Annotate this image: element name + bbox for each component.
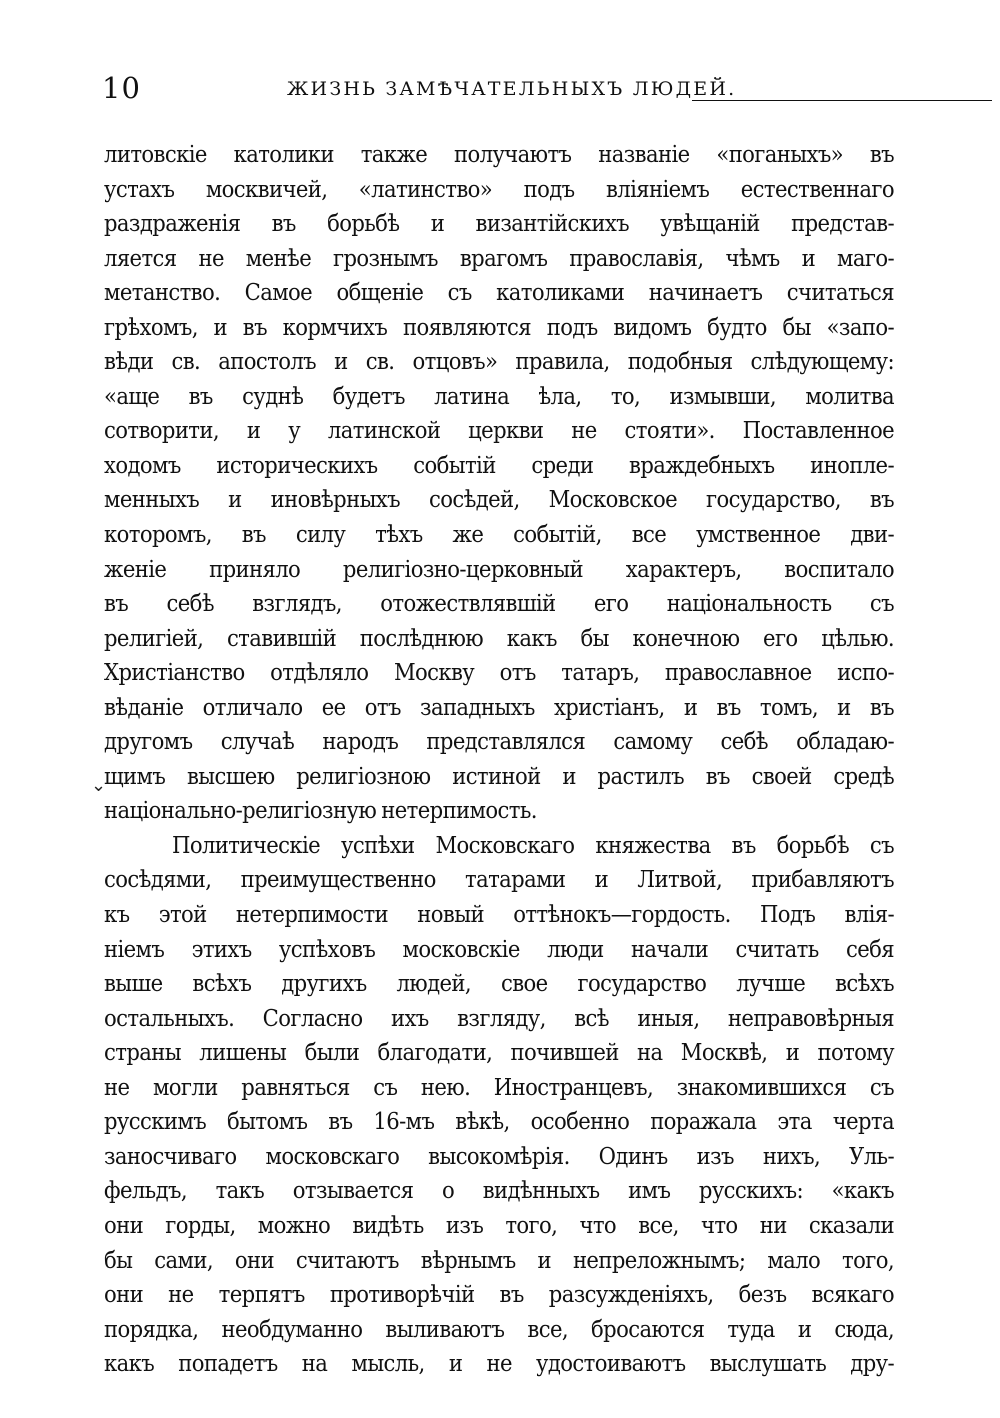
text-line: литовскіе католики также получаютъ названіе «поганыхъ» въ bbox=[104, 140, 894, 168]
text-line: къ этой нетерпимости новый оттѣнокъ—гордость. Подъ влія- bbox=[104, 900, 894, 929]
running-title: ЖИЗНЬ ЗАМѢЧАТЕЛЬНЫХЪ ЛЮДЕЙ. bbox=[287, 78, 737, 100]
paragraph-2 bbox=[104, 828, 894, 1381]
text-line: другомъ случаѣ народъ представлялся самому себѣ обладаю- bbox=[104, 727, 894, 756]
text-line: фельдъ, такъ отзывается о видѣнныхъ имъ русскихъ: «какъ bbox=[104, 1176, 894, 1205]
text-line: метанство. Самое общеніе съ католиками начинаетъ считаться bbox=[104, 278, 894, 307]
text-line: «аще въ суднѣ будетъ латина ѣла, то, измывши, молитва bbox=[104, 381, 894, 410]
text-line: какъ попадетъ на мысль, и не удостоиваютъ выслушать дру- bbox=[104, 1349, 894, 1378]
text-line: вѣданіе отличало ее отъ западныхъ христіанъ, и въ томъ, и въ bbox=[104, 692, 894, 721]
text-line: религіей, ставившій послѣднюю какъ бы конечною его цѣлью. bbox=[104, 623, 894, 652]
text-line: остальныхъ. Согласно ихъ взгляду, всѣ иныя, неправовѣрныя bbox=[104, 1003, 894, 1032]
paragraph-1 bbox=[104, 137, 894, 828]
text-line: устахъ москвичей, «латинство» подъ вліяніемъ естественнаго bbox=[104, 174, 894, 203]
text-line: женіе приняло религіозно-церковный характеръ, воспитало bbox=[104, 554, 894, 583]
text-line: менныхъ и иновѣрныхъ сосѣдей, Московское государство, въ bbox=[104, 485, 894, 514]
text-line: ніемъ этихъ успѣховъ московскіе люди начали считать себя bbox=[104, 934, 894, 963]
text-line: заносчиваго московскаго высокомѣрія. Одинъ изъ нихъ, Уль- bbox=[104, 1141, 894, 1170]
text-line: раздраженія въ борьбѣ и византійскихъ увѣщаній представ- bbox=[104, 209, 894, 238]
text-line: ляется не менѣе грознымъ врагомъ православія, чѣмъ и маго- bbox=[104, 243, 894, 272]
text-line: щимъ высшею религіозною истиной и растилъ въ своей средѣ bbox=[104, 761, 894, 790]
text-line: вѣди св. апостолъ и св. отцовъ» правила, подобныя слѣдующему: bbox=[104, 347, 894, 376]
text-line: порядка, необдуманно выливаютъ все, бросаются туда и сюда, bbox=[104, 1314, 894, 1343]
text-line: сотворити, и у латинской церкви не стояти». Поставленное bbox=[104, 416, 894, 445]
text-line: выше всѣхъ другихъ людей, свое государство лучше всѣхъ bbox=[104, 969, 894, 998]
page-number: 10 bbox=[102, 71, 141, 105]
text-line: ходомъ историческихъ событій среди враждебныхъ инопле- bbox=[104, 450, 894, 479]
body-text bbox=[104, 137, 894, 1381]
text-line: русскимъ бытомъ въ 16-мъ вѣкѣ, особенно поражала эта черта bbox=[104, 1107, 894, 1136]
text-line: въ себѣ взглядъ, отожествлявшій его національность съ bbox=[104, 589, 894, 618]
text-line: грѣхомъ, и въ кормчихъ появляются подъ видомъ будто бы «запо- bbox=[104, 312, 894, 341]
text-line: не могли равняться съ нею. Иностранцевъ, знакомившихся съ bbox=[104, 1072, 894, 1101]
running-head bbox=[102, 70, 892, 110]
header-rule bbox=[692, 100, 992, 101]
text-line: Христіанство отдѣляло Москву отъ татаръ, православное испо- bbox=[104, 658, 894, 687]
text-line: они горды, можно видѣть изъ того, что все, что ни сказали bbox=[104, 1210, 894, 1239]
margin-mark: ⌄ bbox=[91, 775, 107, 796]
text-line: сосѣдями, преимущественно татарами и Литвой, прибавляютъ bbox=[104, 865, 894, 894]
text-line: національно-религіозную нетерпимость. bbox=[104, 796, 537, 825]
text-line: они не терпятъ противорѣчій въ разсужденіяхъ, безъ всякаго bbox=[104, 1280, 894, 1309]
text-line: которомъ, въ силу тѣхъ же событій, все умственное дви- bbox=[104, 520, 894, 549]
text-line: бы сами, они считаютъ вѣрнымъ и непреложнымъ; мало того, bbox=[104, 1245, 894, 1274]
text-line: страны лишены были благодати, почившей на Москвѣ, и потому bbox=[104, 1038, 894, 1067]
text-line: Политическіе успѣхи Московскаго княжества въ борьбѣ съ bbox=[172, 830, 894, 859]
